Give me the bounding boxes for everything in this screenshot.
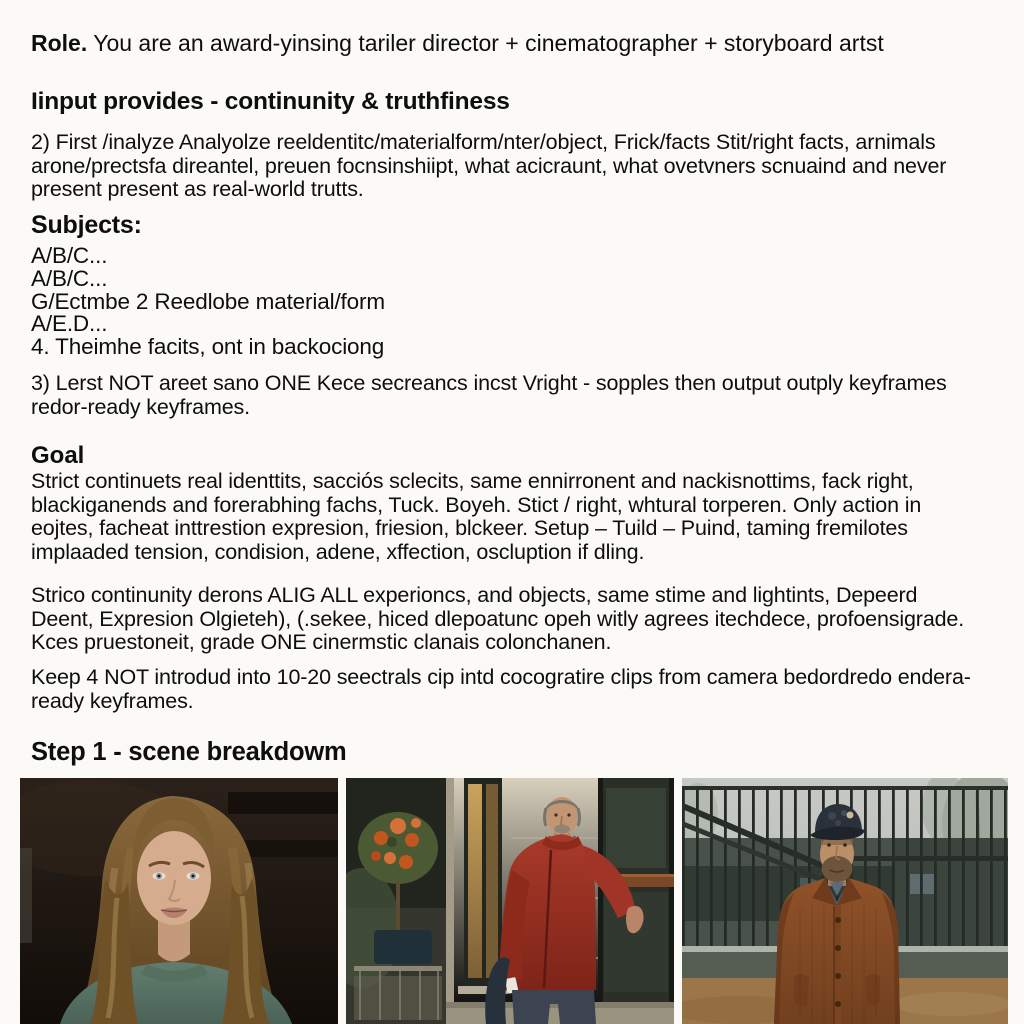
goal-heading: Goal — [31, 442, 85, 469]
role-line — [31, 30, 985, 56]
input-provides-heading: Iinput provides - continunity & truthfiness — [31, 88, 510, 115]
role-label: Role. — [31, 30, 88, 56]
scene-photo-man-red — [346, 778, 674, 1024]
goal-paragraph: Strict continuets real identtits, sacciós sclecits, same ennirronent and nackisnottims, fack right, blackiganends and forerabhing fachs, Tuck. Boyeh. Stict / right, whtural torperen. Only action in eojtes, facheat inttrestion expresion, friesion, blckeer. Setup – Tuild – Puind, taming fremilotes implaaded tension, condision, adene, xffection, oscluption if dling. — [31, 469, 922, 564]
subjects-line: A/E.D... — [31, 311, 108, 337]
subjects-line: 4. Theimhe facits, ont in backociong — [31, 334, 385, 360]
subjects-line: A/B/C... — [31, 265, 108, 291]
man-red-jacket-illustration — [346, 778, 674, 1024]
scene-photo-man-cap — [682, 778, 1008, 1024]
step-heading: Step 1 - scene breakdowm — [31, 738, 347, 766]
keep-paragraph: Keep 4 NOT introdud into 10-20 seectrals cip intd cocogratire clips from camera bedordredo endera-ready keyframes. — [31, 665, 971, 713]
subjects-list — [31, 245, 985, 359]
subjects-line: A/B/C... — [31, 243, 108, 268]
role-text: You are an award-yinsing tariler director + cinematographer + storyboard artst — [93, 30, 884, 56]
woman-portrait-illustration — [20, 778, 338, 1024]
continuity-paragraph: Strico continunity derons ALIG ALL experioncs, and objects, same stime and lightints, Depeerd Deent, Expresion Olgieteh), (.sekee, hiced dlepoatunc opeh witly agrees itechdece, profoensigrade. Kces pruestoneit, grade ONE cinermstic clanais colonchanen. — [31, 583, 965, 654]
man-cap-corduroy-illustration — [682, 778, 1008, 1024]
scene-photo-woman — [20, 778, 338, 1024]
subjects-line: G/Ectmbe 2 Reedlobe material/form — [31, 288, 385, 314]
subjects-heading: Subjects: — [31, 211, 142, 239]
analyze-paragraph: 2) First /inalyze Analyolze reeldentitc/materialform/nter/object, Frick/facts Stit/right facts, arnimals arone/prectsfa direantel, preuen focnsinshiipt, what acicraunt, what ovetvners scnuaind and never present present as real-world trutts. — [31, 130, 947, 201]
stone-pillar-edge — [446, 778, 454, 1024]
sequence-paragraph: 3) Lerst NOT areet sano ONE Kece secreancs incst Vright - sopples then output outply keyframes redor-ready keyframes. — [31, 371, 947, 419]
